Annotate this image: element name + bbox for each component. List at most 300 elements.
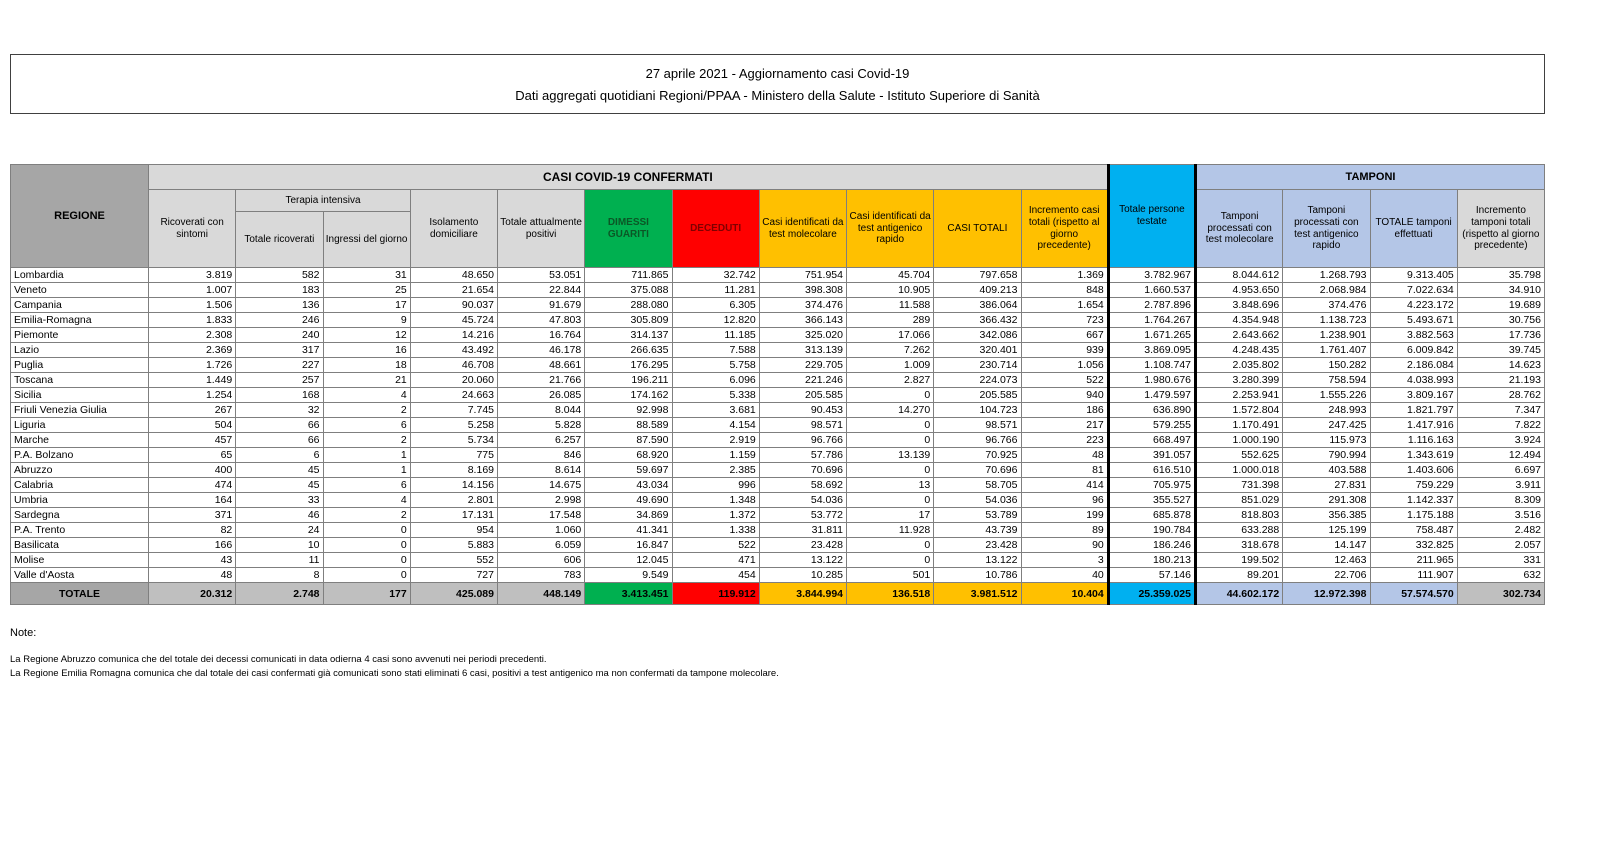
value-cell: 25 bbox=[323, 283, 410, 298]
table-row bbox=[11, 313, 1545, 328]
value-cell: 6 bbox=[236, 448, 323, 463]
value-cell: 2 bbox=[323, 433, 410, 448]
value-cell: 18 bbox=[323, 358, 410, 373]
table-row bbox=[11, 283, 1545, 298]
col-header-casi-totali: CASI TOTALI bbox=[934, 190, 1021, 268]
value-cell: 221.246 bbox=[759, 373, 846, 388]
table-row bbox=[11, 298, 1545, 313]
value-cell: 13 bbox=[847, 478, 934, 493]
region-cell: Sicilia bbox=[11, 388, 149, 403]
value-cell: 403.588 bbox=[1283, 463, 1370, 478]
value-cell: 43.034 bbox=[585, 478, 672, 493]
value-cell: 11.928 bbox=[847, 523, 934, 538]
table-row bbox=[11, 463, 1545, 478]
table-row bbox=[11, 508, 1545, 523]
value-cell: 1 bbox=[323, 463, 410, 478]
value-cell: 8.169 bbox=[410, 463, 497, 478]
value-cell: 205.585 bbox=[759, 388, 846, 403]
value-cell: 1.671.265 bbox=[1108, 328, 1195, 343]
value-cell: 24 bbox=[236, 523, 323, 538]
value-cell: 552.625 bbox=[1196, 448, 1283, 463]
value-cell: 46.708 bbox=[410, 358, 497, 373]
value-cell: 246 bbox=[236, 313, 323, 328]
value-cell: 504 bbox=[149, 418, 236, 433]
table-row bbox=[11, 448, 1545, 463]
value-cell: 325.020 bbox=[759, 328, 846, 343]
value-cell: 1.348 bbox=[672, 493, 759, 508]
value-cell: 636.890 bbox=[1108, 403, 1195, 418]
table-row bbox=[11, 388, 1545, 403]
value-cell: 48.650 bbox=[410, 268, 497, 283]
value-cell: 14.270 bbox=[847, 403, 934, 418]
value-cell: 386.064 bbox=[934, 298, 1021, 313]
value-cell: 19.689 bbox=[1457, 298, 1544, 313]
total-value-cell: 3.413.451 bbox=[585, 583, 672, 605]
value-cell: 409.213 bbox=[934, 283, 1021, 298]
region-cell: Lombardia bbox=[11, 268, 149, 283]
value-cell: 14.156 bbox=[410, 478, 497, 493]
value-cell: 211.965 bbox=[1370, 553, 1457, 568]
value-cell: 5.493.671 bbox=[1370, 313, 1457, 328]
total-value-cell: 20.312 bbox=[149, 583, 236, 605]
value-cell: 176.295 bbox=[585, 358, 672, 373]
value-cell: 11.185 bbox=[672, 328, 759, 343]
table-row bbox=[11, 343, 1545, 358]
value-cell: 1.254 bbox=[149, 388, 236, 403]
value-cell: 1.060 bbox=[498, 523, 585, 538]
value-cell: 70.696 bbox=[934, 463, 1021, 478]
value-cell: 0 bbox=[847, 553, 934, 568]
region-cell: Lazio bbox=[11, 343, 149, 358]
value-cell: 2.998 bbox=[498, 493, 585, 508]
value-cell: 267 bbox=[149, 403, 236, 418]
col-header-deceduti: DECEDUTI bbox=[672, 190, 759, 268]
value-cell: 3.516 bbox=[1457, 508, 1544, 523]
value-cell: 454 bbox=[672, 568, 759, 583]
value-cell: 4.953.650 bbox=[1196, 283, 1283, 298]
col-header-tamponi-molecolare: Tamponi processati con test molecolare bbox=[1196, 190, 1283, 268]
value-cell: 17 bbox=[847, 508, 934, 523]
value-cell: 3.869.095 bbox=[1108, 343, 1195, 358]
value-cell: 1.369 bbox=[1021, 268, 1108, 283]
value-cell: 3 bbox=[1021, 553, 1108, 568]
value-cell: 88.589 bbox=[585, 418, 672, 433]
value-cell: 846 bbox=[498, 448, 585, 463]
title-line-1: 27 aprile 2021 - Aggiornamento casi Covid-19 bbox=[645, 65, 910, 81]
value-cell: 1.238.901 bbox=[1283, 328, 1370, 343]
value-cell: 705.975 bbox=[1108, 478, 1195, 493]
region-cell: Molise bbox=[11, 553, 149, 568]
value-cell: 48 bbox=[1021, 448, 1108, 463]
value-cell: 4 bbox=[323, 388, 410, 403]
value-cell: 758.594 bbox=[1283, 373, 1370, 388]
value-cell: 58.692 bbox=[759, 478, 846, 493]
value-cell: 217 bbox=[1021, 418, 1108, 433]
value-cell: 4.038.993 bbox=[1370, 373, 1457, 388]
value-cell: 6 bbox=[323, 478, 410, 493]
value-cell: 0 bbox=[323, 553, 410, 568]
total-value-cell: 12.972.398 bbox=[1283, 583, 1370, 605]
value-cell: 0 bbox=[323, 568, 410, 583]
value-cell: 3.924 bbox=[1457, 433, 1544, 448]
value-cell: 6 bbox=[323, 418, 410, 433]
value-cell: 257 bbox=[236, 373, 323, 388]
value-cell: 1.980.676 bbox=[1108, 373, 1195, 388]
table-header bbox=[11, 165, 1545, 268]
value-cell: 45.704 bbox=[847, 268, 934, 283]
value-cell: 0 bbox=[847, 538, 934, 553]
value-cell: 91.679 bbox=[498, 298, 585, 313]
group-header-terapia-intensiva: Terapia intensiva bbox=[236, 190, 411, 212]
value-cell: 2 bbox=[323, 403, 410, 418]
region-cell: Emilia-Romagna bbox=[11, 313, 149, 328]
value-cell: 374.476 bbox=[759, 298, 846, 313]
value-cell: 332.825 bbox=[1370, 538, 1457, 553]
region-cell: Calabria bbox=[11, 478, 149, 493]
value-cell: 65 bbox=[149, 448, 236, 463]
value-cell: 1.506 bbox=[149, 298, 236, 313]
value-cell: 731.398 bbox=[1196, 478, 1283, 493]
value-cell: 14.147 bbox=[1283, 538, 1370, 553]
value-cell: 474 bbox=[149, 478, 236, 493]
value-cell: 751.954 bbox=[759, 268, 846, 283]
value-cell: 0 bbox=[847, 493, 934, 508]
value-cell: 57.786 bbox=[759, 448, 846, 463]
value-cell: 32 bbox=[236, 403, 323, 418]
value-cell: 14.216 bbox=[410, 328, 497, 343]
value-cell: 2.385 bbox=[672, 463, 759, 478]
value-cell: 940 bbox=[1021, 388, 1108, 403]
region-cell: Campania bbox=[11, 298, 149, 313]
value-cell: 27.831 bbox=[1283, 478, 1370, 493]
total-value-cell: 44.602.172 bbox=[1196, 583, 1283, 605]
value-cell: 47.803 bbox=[498, 313, 585, 328]
value-cell: 1.343.619 bbox=[1370, 448, 1457, 463]
value-cell: 53.051 bbox=[498, 268, 585, 283]
value-cell: 342.086 bbox=[934, 328, 1021, 343]
value-cell: 1.372 bbox=[672, 508, 759, 523]
value-cell: 66 bbox=[236, 418, 323, 433]
value-cell: 43 bbox=[149, 553, 236, 568]
col-header-incremento-casi-totali: Incremento casi totali (rispetto al giorno precedente) bbox=[1021, 190, 1108, 268]
total-value-cell: 10.404 bbox=[1021, 583, 1108, 605]
value-cell: 1.175.188 bbox=[1370, 508, 1457, 523]
value-cell: 398.308 bbox=[759, 283, 846, 298]
value-cell: 1.555.226 bbox=[1283, 388, 1370, 403]
value-cell: 13.122 bbox=[934, 553, 1021, 568]
value-cell: 205.585 bbox=[934, 388, 1021, 403]
value-cell: 57.146 bbox=[1108, 568, 1195, 583]
region-cell: Marche bbox=[11, 433, 149, 448]
value-cell: 24.663 bbox=[410, 388, 497, 403]
region-cell: Basilicata bbox=[11, 538, 149, 553]
value-cell: 582 bbox=[236, 268, 323, 283]
value-cell: 23.428 bbox=[934, 538, 1021, 553]
value-cell: 89.201 bbox=[1196, 568, 1283, 583]
value-cell: 10.285 bbox=[759, 568, 846, 583]
value-cell: 10 bbox=[236, 538, 323, 553]
value-cell: 3.819 bbox=[149, 268, 236, 283]
value-cell: 8.614 bbox=[498, 463, 585, 478]
value-cell: 34.910 bbox=[1457, 283, 1544, 298]
value-cell: 90 bbox=[1021, 538, 1108, 553]
value-cell: 522 bbox=[672, 538, 759, 553]
value-cell: 5.734 bbox=[410, 433, 497, 448]
value-cell: 1.108.747 bbox=[1108, 358, 1195, 373]
col-header-ingressi-del-giorno: Ingressi del giorno bbox=[323, 212, 410, 268]
region-cell: Veneto bbox=[11, 283, 149, 298]
value-cell: 0 bbox=[847, 418, 934, 433]
value-cell: 164 bbox=[149, 493, 236, 508]
value-cell: 5.758 bbox=[672, 358, 759, 373]
value-cell: 1.479.597 bbox=[1108, 388, 1195, 403]
value-cell: 33 bbox=[236, 493, 323, 508]
value-cell: 6.697 bbox=[1457, 463, 1544, 478]
value-cell: 223 bbox=[1021, 433, 1108, 448]
value-cell: 45.724 bbox=[410, 313, 497, 328]
value-cell: 17.131 bbox=[410, 508, 497, 523]
title-box bbox=[10, 54, 1545, 114]
value-cell: 1.138.723 bbox=[1283, 313, 1370, 328]
value-cell: 1.268.793 bbox=[1283, 268, 1370, 283]
value-cell: 939 bbox=[1021, 343, 1108, 358]
value-cell: 17.548 bbox=[498, 508, 585, 523]
value-cell: 32.742 bbox=[672, 268, 759, 283]
value-cell: 522 bbox=[1021, 373, 1108, 388]
value-cell: 790.994 bbox=[1283, 448, 1370, 463]
value-cell: 3.809.167 bbox=[1370, 388, 1457, 403]
region-cell: Toscana bbox=[11, 373, 149, 388]
value-cell: 0 bbox=[847, 433, 934, 448]
value-cell: 35.798 bbox=[1457, 268, 1544, 283]
value-cell: 3.911 bbox=[1457, 478, 1544, 493]
value-cell: 26.085 bbox=[498, 388, 585, 403]
value-cell: 2.035.802 bbox=[1196, 358, 1283, 373]
page bbox=[0, 54, 1600, 682]
value-cell: 291.308 bbox=[1283, 493, 1370, 508]
value-cell: 168 bbox=[236, 388, 323, 403]
table-row bbox=[11, 493, 1545, 508]
value-cell: 2.787.896 bbox=[1108, 298, 1195, 313]
value-cell: 98.571 bbox=[759, 418, 846, 433]
value-cell: 313.139 bbox=[759, 343, 846, 358]
value-cell: 355.527 bbox=[1108, 493, 1195, 508]
total-value-cell: 136.518 bbox=[847, 583, 934, 605]
value-cell: 21 bbox=[323, 373, 410, 388]
value-cell: 2.308 bbox=[149, 328, 236, 343]
value-cell: 30.756 bbox=[1457, 313, 1544, 328]
value-cell: 374.476 bbox=[1283, 298, 1370, 313]
value-cell: 0 bbox=[323, 523, 410, 538]
value-cell: 41.341 bbox=[585, 523, 672, 538]
region-cell: Piemonte bbox=[11, 328, 149, 343]
value-cell: 5.883 bbox=[410, 538, 497, 553]
region-cell: Abruzzo bbox=[11, 463, 149, 478]
table-row bbox=[11, 373, 1545, 388]
value-cell: 632 bbox=[1457, 568, 1544, 583]
value-cell: 183 bbox=[236, 283, 323, 298]
total-value-cell: 57.574.570 bbox=[1370, 583, 1457, 605]
value-cell: 96.766 bbox=[759, 433, 846, 448]
value-cell: 414 bbox=[1021, 478, 1108, 493]
value-cell: 2.186.084 bbox=[1370, 358, 1457, 373]
value-cell: 288.080 bbox=[585, 298, 672, 313]
value-cell: 1.116.163 bbox=[1370, 433, 1457, 448]
value-cell: 1.159 bbox=[672, 448, 759, 463]
table-body bbox=[11, 268, 1545, 583]
table-row bbox=[11, 328, 1545, 343]
col-header-totale-ricoverati: Totale ricoverati bbox=[236, 212, 323, 268]
region-cell: P.A. Trento bbox=[11, 523, 149, 538]
value-cell: 7.022.634 bbox=[1370, 283, 1457, 298]
value-cell: 314.137 bbox=[585, 328, 672, 343]
total-label-cell: TOTALE bbox=[11, 583, 149, 605]
total-row bbox=[11, 583, 1545, 605]
value-cell: 104.723 bbox=[934, 403, 1021, 418]
value-cell: 13.122 bbox=[759, 553, 846, 568]
table-row bbox=[11, 268, 1545, 283]
value-cell: 11.281 bbox=[672, 283, 759, 298]
col-header-isolamento-domiciliare: Isolamento domiciliare bbox=[410, 190, 497, 268]
value-cell: 1.000.018 bbox=[1196, 463, 1283, 478]
value-cell: 4.354.948 bbox=[1196, 313, 1283, 328]
value-cell: 1.142.337 bbox=[1370, 493, 1457, 508]
value-cell: 48.661 bbox=[498, 358, 585, 373]
col-header-dimessi-guariti: DIMESSI GUARITI bbox=[585, 190, 672, 268]
value-cell: 70.925 bbox=[934, 448, 1021, 463]
total-value-cell: 119.912 bbox=[672, 583, 759, 605]
value-cell: 186 bbox=[1021, 403, 1108, 418]
value-cell: 227 bbox=[236, 358, 323, 373]
value-cell: 14.623 bbox=[1457, 358, 1544, 373]
value-cell: 797.658 bbox=[934, 268, 1021, 283]
value-cell: 11.588 bbox=[847, 298, 934, 313]
table-row bbox=[11, 553, 1545, 568]
value-cell: 2.827 bbox=[847, 373, 934, 388]
region-cell: Sardegna bbox=[11, 508, 149, 523]
value-cell: 723 bbox=[1021, 313, 1108, 328]
value-cell: 0 bbox=[847, 388, 934, 403]
value-cell: 471 bbox=[672, 553, 759, 568]
value-cell: 633.288 bbox=[1196, 523, 1283, 538]
total-value-cell: 448.149 bbox=[498, 583, 585, 605]
value-cell: 224.073 bbox=[934, 373, 1021, 388]
value-cell: 9.549 bbox=[585, 568, 672, 583]
value-cell: 1.821.797 bbox=[1370, 403, 1457, 418]
value-cell: 2.482 bbox=[1457, 523, 1544, 538]
value-cell: 1.761.407 bbox=[1283, 343, 1370, 358]
value-cell: 501 bbox=[847, 568, 934, 583]
table-row bbox=[11, 568, 1545, 583]
col-header-tamponi-antigenico: Tamponi processati con test antigenico rapido bbox=[1283, 190, 1370, 268]
value-cell: 240 bbox=[236, 328, 323, 343]
value-cell: 366.432 bbox=[934, 313, 1021, 328]
value-cell: 391.057 bbox=[1108, 448, 1195, 463]
value-cell: 1.764.267 bbox=[1108, 313, 1195, 328]
value-cell: 14.675 bbox=[498, 478, 585, 493]
value-cell: 12.463 bbox=[1283, 553, 1370, 568]
value-cell: 22.844 bbox=[498, 283, 585, 298]
col-header-totale-attualmente-positivi: Totale attualmente positivi bbox=[498, 190, 585, 268]
value-cell: 2.369 bbox=[149, 343, 236, 358]
value-cell: 54.036 bbox=[759, 493, 846, 508]
value-cell: 848 bbox=[1021, 283, 1108, 298]
value-cell: 81 bbox=[1021, 463, 1108, 478]
value-cell: 21.766 bbox=[498, 373, 585, 388]
value-cell: 375.088 bbox=[585, 283, 672, 298]
value-cell: 366.143 bbox=[759, 313, 846, 328]
value-cell: 6.009.842 bbox=[1370, 343, 1457, 358]
value-cell: 3.782.967 bbox=[1108, 268, 1195, 283]
value-cell: 190.784 bbox=[1108, 523, 1195, 538]
value-cell: 996 bbox=[672, 478, 759, 493]
value-cell: 111.907 bbox=[1370, 568, 1457, 583]
value-cell: 92.998 bbox=[585, 403, 672, 418]
value-cell: 49.690 bbox=[585, 493, 672, 508]
value-cell: 180.213 bbox=[1108, 553, 1195, 568]
value-cell: 1.338 bbox=[672, 523, 759, 538]
value-cell: 5.828 bbox=[498, 418, 585, 433]
region-cell: Puglia bbox=[11, 358, 149, 373]
value-cell: 43.492 bbox=[410, 343, 497, 358]
value-cell: 1.726 bbox=[149, 358, 236, 373]
region-cell: Umbria bbox=[11, 493, 149, 508]
notes-section bbox=[10, 627, 1545, 682]
value-cell: 125.199 bbox=[1283, 523, 1370, 538]
value-cell: 289 bbox=[847, 313, 934, 328]
value-cell: 320.401 bbox=[934, 343, 1021, 358]
value-cell: 43.739 bbox=[934, 523, 1021, 538]
notes-heading: Note: bbox=[10, 627, 37, 639]
value-cell: 87.590 bbox=[585, 433, 672, 448]
value-cell: 82 bbox=[149, 523, 236, 538]
value-cell: 4.154 bbox=[672, 418, 759, 433]
value-cell: 1.170.491 bbox=[1196, 418, 1283, 433]
value-cell: 305.809 bbox=[585, 313, 672, 328]
value-cell: 4.248.435 bbox=[1196, 343, 1283, 358]
value-cell: 166 bbox=[149, 538, 236, 553]
value-cell: 28.762 bbox=[1457, 388, 1544, 403]
value-cell: 0 bbox=[323, 538, 410, 553]
value-cell: 39.745 bbox=[1457, 343, 1544, 358]
value-cell: 1.007 bbox=[149, 283, 236, 298]
total-value-cell: 2.748 bbox=[236, 583, 323, 605]
value-cell: 1.417.916 bbox=[1370, 418, 1457, 433]
value-cell: 759.229 bbox=[1370, 478, 1457, 493]
total-value-cell: 3.844.994 bbox=[759, 583, 846, 605]
value-cell: 851.029 bbox=[1196, 493, 1283, 508]
value-cell: 331 bbox=[1457, 553, 1544, 568]
value-cell: 68.920 bbox=[585, 448, 672, 463]
value-cell: 9.313.405 bbox=[1370, 268, 1457, 283]
value-cell: 199.502 bbox=[1196, 553, 1283, 568]
value-cell: 552 bbox=[410, 553, 497, 568]
value-cell: 98.571 bbox=[934, 418, 1021, 433]
covid-data-table bbox=[10, 164, 1545, 605]
value-cell: 2.801 bbox=[410, 493, 497, 508]
group-header-casi-confermati: CASI COVID-19 CONFERMATI bbox=[149, 165, 1109, 190]
table-row bbox=[11, 433, 1545, 448]
value-cell: 16.764 bbox=[498, 328, 585, 343]
value-cell: 667 bbox=[1021, 328, 1108, 343]
value-cell: 783 bbox=[498, 568, 585, 583]
value-cell: 10.786 bbox=[934, 568, 1021, 583]
value-cell: 9 bbox=[323, 313, 410, 328]
value-cell: 247.425 bbox=[1283, 418, 1370, 433]
value-cell: 3.848.696 bbox=[1196, 298, 1283, 313]
value-cell: 12 bbox=[323, 328, 410, 343]
value-cell: 2.919 bbox=[672, 433, 759, 448]
